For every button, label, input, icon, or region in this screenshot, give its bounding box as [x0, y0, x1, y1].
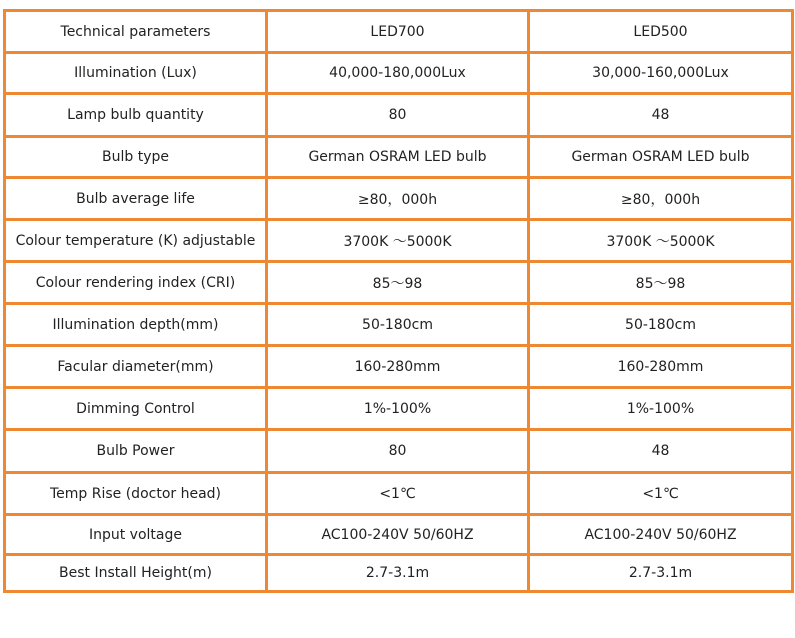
table-row	[5, 473, 793, 515]
row-label: Illumination depth(mm)	[5, 304, 267, 346]
cell-led700: 2.7-3.1m	[267, 555, 529, 592]
row-label: Colour rendering index (CRI)	[5, 262, 267, 304]
cell-led700: 50-180cm	[267, 304, 529, 346]
cell-led700: 85～98	[267, 262, 529, 304]
cell-led500: 85～98	[529, 262, 793, 304]
cell-led500: 30,000-160,000Lux	[529, 53, 793, 94]
table-row	[5, 388, 793, 430]
cell-led500: ≥80，000h	[529, 178, 793, 220]
cell-led700: 80	[267, 430, 529, 473]
row-label: Input voltage	[5, 515, 267, 555]
cell-led700: German OSRAM LED bulb	[267, 137, 529, 178]
cell-led700: 160-280mm	[267, 346, 529, 388]
cell-led700: 80	[267, 94, 529, 137]
table-row	[5, 304, 793, 346]
table-row	[5, 346, 793, 388]
table-header-row	[5, 11, 793, 53]
cell-led500: <1℃	[529, 473, 793, 515]
row-label: Lamp bulb quantity	[5, 94, 267, 137]
table-row	[5, 430, 793, 473]
table-row	[5, 515, 793, 555]
header-cell-led500: LED500	[529, 11, 793, 53]
table-row	[5, 555, 793, 592]
spec-table	[3, 9, 794, 593]
row-label: Bulb type	[5, 137, 267, 178]
cell-led500: 48	[529, 94, 793, 137]
cell-led500: 2.7-3.1m	[529, 555, 793, 592]
cell-led500: German OSRAM LED bulb	[529, 137, 793, 178]
cell-led500: 50-180cm	[529, 304, 793, 346]
cell-led500: 1%-100%	[529, 388, 793, 430]
header-cell-led700: LED700	[267, 11, 529, 53]
cell-led700: 1%-100%	[267, 388, 529, 430]
cell-led700: AC100-240V 50/60HZ	[267, 515, 529, 555]
cell-led700: 40,000-180,000Lux	[267, 53, 529, 94]
cell-led700: 3700K ～5000K	[267, 220, 529, 262]
row-label: Temp Rise (doctor head)	[5, 473, 267, 515]
cell-led500: AC100-240V 50/60HZ	[529, 515, 793, 555]
row-label: Illumination (Lux)	[5, 53, 267, 94]
table-row	[5, 137, 793, 178]
cell-led700: <1℃	[267, 473, 529, 515]
table-row	[5, 262, 793, 304]
table-row	[5, 178, 793, 220]
table-row	[5, 220, 793, 262]
header-cell-parameter: Technical parameters	[5, 11, 267, 53]
table-row	[5, 94, 793, 137]
row-label: Bulb Power	[5, 430, 267, 473]
table-row	[5, 53, 793, 94]
row-label: Facular diameter(mm)	[5, 346, 267, 388]
cell-led700: ≥80，000h	[267, 178, 529, 220]
cell-led500: 48	[529, 430, 793, 473]
row-label: Best Install Height(m)	[5, 555, 267, 592]
cell-led500: 160-280mm	[529, 346, 793, 388]
cell-led500: 3700K ～5000K	[529, 220, 793, 262]
row-label: Dimming Control	[5, 388, 267, 430]
row-label: Colour temperature (K) adjustable	[5, 220, 267, 262]
row-label: Bulb average life	[5, 178, 267, 220]
